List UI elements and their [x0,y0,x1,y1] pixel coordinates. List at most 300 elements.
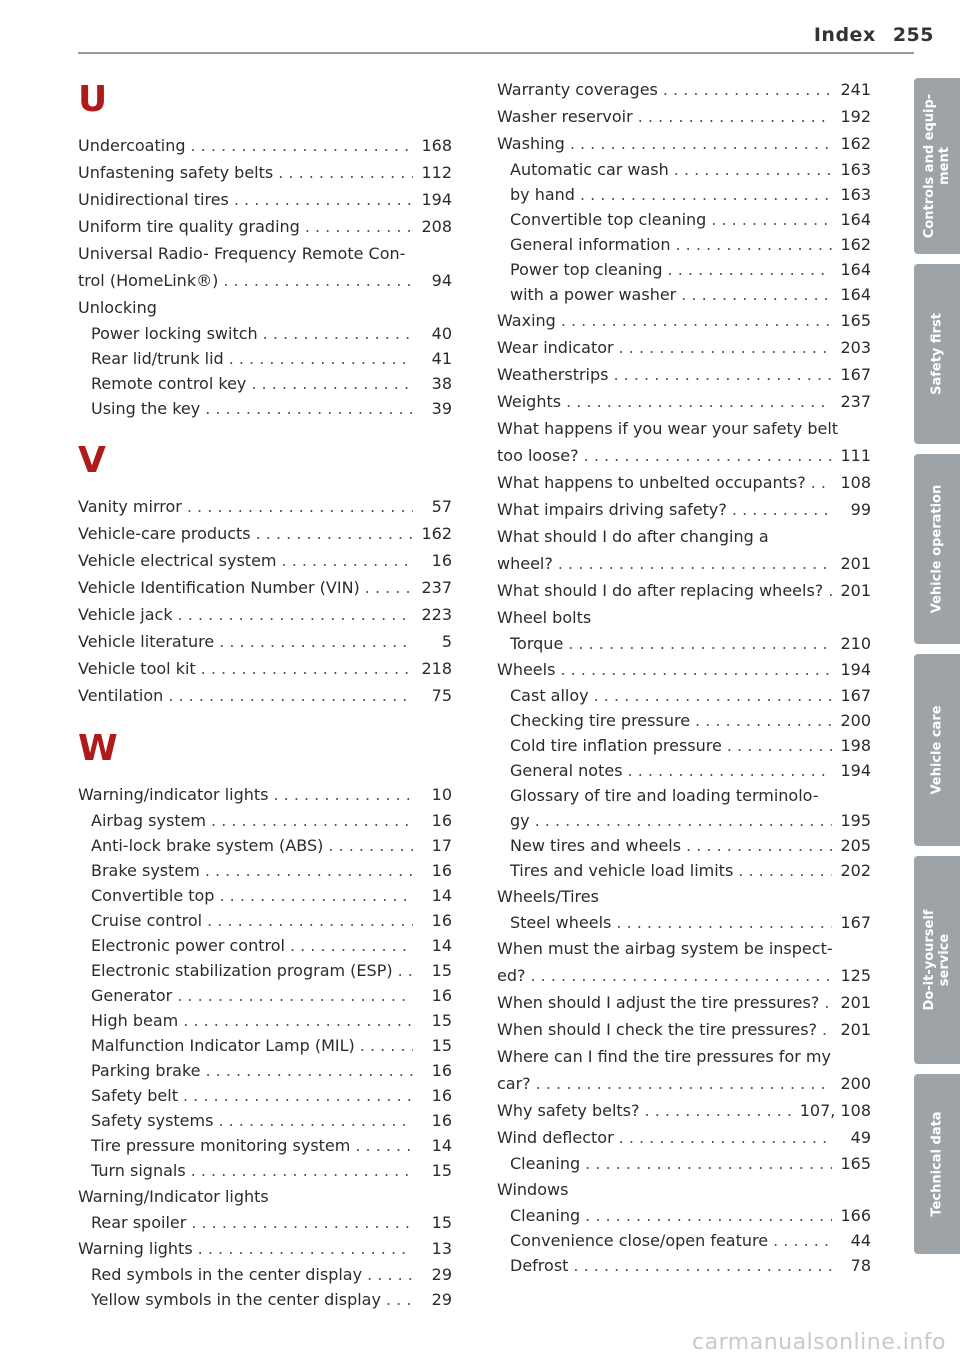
entry-text: Torque [510,634,564,653]
page-ref[interactable]: 168 [421,136,452,155]
index-subentry[interactable] [497,182,871,207]
page-ref[interactable]: 194 [840,660,871,679]
entry-text: Anti-lock brake system (ABS) [91,836,324,855]
page-ref[interactable]: 192 [840,107,871,126]
index-entry[interactable] [497,76,871,103]
entry-text: trol (HomeLink®) [78,271,219,290]
index-subentry[interactable] [497,833,871,858]
dot-leader [355,1133,413,1158]
page-ref[interactable]: 164 [840,285,871,304]
page-ref[interactable]: 237 [840,392,871,411]
page-ref[interactable]: 163 [840,185,871,204]
dot-leader [585,1203,832,1228]
index-subentry[interactable] [78,933,452,958]
page-ref[interactable]: 78 [850,1256,871,1275]
entry-text: Power locking switch [91,324,258,343]
page-ref[interactable]: 162 [421,524,452,543]
page-ref[interactable]: 16 [431,551,452,570]
tab-vehicle-operation[interactable]: Vehicle operation [914,454,960,644]
dot-leader [560,656,832,683]
entry-text: Electronic stabilization program (ESP) [91,961,393,980]
dot-leader [218,1108,413,1133]
page-ref[interactable]: 125 [840,966,871,985]
entry-text: Wheels [497,660,556,679]
dot-leader [616,910,832,935]
watermark: carmanualsonline.info [692,1330,946,1355]
page-ref[interactable]: 167 [840,913,871,932]
entry-text: Checking tire pressure [510,711,691,730]
entry-text: Unidirectional tires [78,190,229,209]
index-subentry[interactable] [78,908,452,933]
entry-text: Rear spoiler [91,1213,187,1232]
entry-text: Vehicle electrical system [78,551,277,570]
index-entry[interactable] [497,388,871,415]
entry-text: Vehicle jack [78,605,173,624]
index-entry[interactable] [78,213,452,240]
entry-text: Warning/Indicator lights [78,1187,269,1206]
page-ref[interactable]: 15 [431,1011,452,1030]
dot-leader [675,232,832,257]
entry-text: Convenience close/open feature [510,1231,769,1250]
page-ref[interactable]: 162 [840,235,871,254]
index-subentry[interactable] [497,282,871,307]
dot-leader [360,1033,413,1058]
index-entry[interactable] [497,989,871,1016]
dot-leader [234,186,413,213]
index-subentry[interactable] [497,257,871,282]
dot-leader [573,1253,832,1278]
page-ref[interactable]: 29 [431,1290,452,1309]
index-subentry[interactable] [78,983,452,1008]
page-ref[interactable]: 166 [840,1206,871,1225]
page-ref[interactable]: 164 [840,210,871,229]
index-subentry[interactable] [497,733,871,758]
page-ref[interactable]: 223 [421,605,452,624]
dot-leader [205,858,413,883]
dot-leader [278,159,413,186]
index-subentry[interactable] [78,396,452,421]
entry-text: Uniform tire quality grading [78,217,300,236]
index-entry[interactable] [497,550,871,577]
page-ref[interactable]: 94 [431,271,452,290]
page-ref[interactable]: 15 [431,1213,452,1232]
dot-leader [386,1287,413,1312]
index-subentry[interactable] [497,683,871,708]
entry-text: Turn signals [91,1161,186,1180]
tab-controls-and-equipment[interactable]: Controls and equip- ment [914,78,960,254]
index-subentry[interactable] [78,1287,452,1312]
page-ref[interactable]: 49 [850,1128,871,1147]
dot-leader [558,550,832,577]
dot-leader [638,103,832,130]
dot-leader [828,577,832,604]
index-entry[interactable] [78,186,452,213]
page-ref[interactable]: 195 [840,811,871,830]
index-entry[interactable] [497,334,871,361]
index-entry[interactable] [78,628,452,655]
dot-leader [282,547,413,574]
index-subentry[interactable] [78,858,452,883]
page-ref[interactable]: 75 [431,686,452,705]
index-entry[interactable] [497,469,871,496]
page-ref[interactable]: 112 [421,163,452,182]
tab-safety-first[interactable]: Safety first [914,264,960,444]
index-entry[interactable] [78,493,452,520]
entry-text: Electronic power control [91,936,285,955]
dot-leader [191,1158,413,1183]
page-ref[interactable]: 201 [840,1020,871,1039]
index-subentry[interactable] [497,858,871,883]
index-entry [497,935,871,962]
page-ref[interactable]: 13 [431,1239,452,1258]
index-subentry[interactable] [78,833,452,858]
entry-text: Yellow symbols in the center display [91,1290,381,1309]
entry-text: Washer reservoir [497,107,633,126]
dot-leader [205,1058,413,1083]
dot-leader [536,1070,832,1097]
entry-text: Why safety belts? [497,1101,640,1120]
index-entry[interactable] [78,132,452,159]
dot-leader [290,933,413,958]
index-subentry[interactable] [78,371,452,396]
index-subentry[interactable] [78,958,452,983]
index-subentry[interactable] [78,883,452,908]
entry-text: Unfastening safety belts [78,163,274,182]
index-entry[interactable] [78,159,452,186]
entry-text: General notes [510,761,623,780]
index-subentry[interactable] [497,708,871,733]
index-subentry[interactable] [78,1158,452,1183]
index-entry[interactable] [497,496,871,523]
index-subentry[interactable] [497,207,871,232]
dot-leader [219,883,413,908]
page-ref[interactable]: 237 [421,578,452,597]
page-ref[interactable]: 208 [421,217,452,236]
index-entry[interactable] [78,1235,452,1262]
entry-text: with a power washer [510,285,677,304]
index-entry[interactable] [78,574,452,601]
page-ref[interactable]: 38 [431,374,452,393]
dot-leader [570,130,832,157]
index-subentry[interactable] [497,1203,871,1228]
index-entry [497,523,871,550]
dot-leader [732,496,832,523]
entry-text: What happens if you wear your safety belt [497,419,839,438]
page-ref[interactable]: 111 [840,446,871,465]
dot-leader [619,1124,832,1151]
entry-text: Safety belt [91,1086,178,1105]
entry-text: Warranty coverages [497,80,658,99]
index-subentry[interactable] [78,1108,452,1133]
entry-text: Vanity mirror [78,497,182,516]
page-ref[interactable]: 40 [431,324,452,343]
page-ref[interactable]: 198 [840,736,871,755]
dot-leader [273,781,413,808]
index-subentry[interactable] [497,631,871,656]
index-subentry[interactable] [78,1133,452,1158]
entry-text: Tires and vehicle load limits [510,861,734,880]
page-ref[interactable]: 5 [441,632,452,651]
entry-text: Cleaning [510,1154,581,1173]
tab-technical-data[interactable]: Technical data [914,1074,960,1254]
page-ref[interactable]: 16 [431,911,452,930]
dot-leader [681,282,832,307]
dot-leader [305,213,413,240]
index-subentry[interactable] [78,1210,452,1235]
entry-text: Cold tire inflation pressure [510,736,722,755]
index-entry[interactable] [497,1070,871,1097]
index-subentry[interactable] [497,808,871,833]
index-entry[interactable] [497,577,871,604]
index-entry [497,883,871,910]
index-subentry[interactable] [78,346,452,371]
page-ref[interactable]: 163 [840,160,871,179]
index-entry[interactable] [497,361,871,388]
dot-leader [251,371,413,396]
index-subentry[interactable] [78,808,452,833]
entry-text: Using the key [91,399,201,418]
entry-text: Malfunction Indicator Lamp (MIL) [91,1036,355,1055]
entry-text: Washing [497,134,565,153]
index-entry[interactable] [78,267,452,294]
page-ref[interactable]: 108 [840,473,871,492]
index-letter-heading: W [78,728,118,769]
index-entry[interactable] [497,962,871,989]
entry-text: Where can I find the tire pressures for my [497,1047,831,1066]
page-ref[interactable]: 15 [431,1036,452,1055]
dot-leader [695,708,832,733]
dot-leader [566,388,832,415]
page-ref[interactable]: 200 [840,1074,871,1093]
dot-leader [531,962,833,989]
entry-text: Convertible top cleaning [510,210,707,229]
index-entry[interactable] [497,307,871,334]
page-ref[interactable]: 16 [431,986,452,1005]
dot-leader [183,1083,413,1108]
index-entry [78,240,452,267]
index-entry[interactable] [78,682,452,709]
page-ref[interactable]: 162 [840,134,871,153]
index-subentry[interactable] [497,1151,871,1176]
page-ref[interactable]: 200 [840,711,871,730]
index-entry[interactable] [497,103,871,130]
entry-text: Warning/indicator lights [78,785,269,804]
page-ref[interactable]: 201 [840,581,871,600]
dot-leader [328,833,413,858]
entry-text: Warning lights [78,1239,193,1258]
page-ref[interactable]: 107, 108 [799,1101,871,1120]
entry-text: When must the airbag system be inspect- [497,939,833,958]
index-subentry[interactable] [497,758,871,783]
index-column-left [78,76,452,1312]
dot-leader [201,655,413,682]
index-entry[interactable] [497,1124,871,1151]
entry-text: Tire pressure monitoring system [91,1136,351,1155]
page-ref[interactable]: 241 [840,80,871,99]
dot-leader [824,989,832,1016]
dot-leader [183,1008,413,1033]
page-ref[interactable]: 16 [431,861,452,880]
page-ref[interactable]: 194 [421,190,452,209]
tab-do-it-yourself-service[interactable]: Do-it-yourself service [914,856,960,1064]
entry-text: Cruise control [91,911,203,930]
index-entry[interactable] [497,130,871,157]
dot-leader [811,469,832,496]
dot-leader [561,307,832,334]
entry-text: Vehicle literature [78,632,215,651]
index-subentry[interactable] [78,1083,452,1108]
dot-leader [535,808,832,833]
entry-text: Wear indicator [497,338,614,357]
dot-leader [365,574,413,601]
entry-text: When should I check the tire pressures? [497,1020,818,1039]
index-subentry[interactable] [78,1033,452,1058]
entry-text: Parking brake [91,1061,201,1080]
entry-text: Glossary of tire and loading terminolo- [510,786,819,805]
page-ref[interactable]: 44 [850,1231,871,1250]
entry-text: What should I do after changing a [497,527,769,546]
entry-text: Cleaning [510,1206,581,1225]
dot-leader [190,132,413,159]
index-subentry[interactable] [78,1262,452,1287]
section-title: Index [813,24,876,46]
index-entry[interactable] [78,655,452,682]
page-ref[interactable]: 194 [840,761,871,780]
index-entry[interactable] [497,656,871,683]
entry-text: Safety systems [91,1111,214,1130]
dot-leader [727,733,832,758]
page-ref[interactable]: 167 [840,686,871,705]
dot-leader [822,1016,832,1043]
page-ref[interactable]: 201 [840,554,871,573]
tab-vehicle-care[interactable]: Vehicle care [914,654,960,846]
page-ref[interactable]: 15 [431,961,452,980]
entry-text: Steel wheels [510,913,612,932]
dot-leader [198,1235,413,1262]
page-ref[interactable]: 99 [850,500,871,519]
entry-text: High beam [91,1011,179,1030]
index-letter-heading: U [78,79,108,120]
page-ref[interactable]: 17 [431,836,452,855]
entry-text: Vehicle-care products [78,524,251,543]
entry-text: Wind deflector [497,1128,614,1147]
page-ref[interactable]: 15 [431,1161,452,1180]
dot-leader [711,207,832,232]
entry-text: Weights [497,392,562,411]
dot-leader [187,493,413,520]
entry-text: When should I adjust the tire pressures? [497,993,820,1012]
entry-text: Windows [497,1180,569,1199]
dot-leader [168,682,413,709]
index-subentry[interactable] [78,1058,452,1083]
dot-leader [178,601,413,628]
index-entry [78,294,452,321]
dot-leader [219,628,413,655]
entry-text: Airbag system [91,811,207,830]
page-ref[interactable]: 14 [431,886,452,905]
index-entry[interactable] [78,601,452,628]
index-subentry[interactable] [497,1228,871,1253]
page-ref[interactable]: 201 [840,993,871,1012]
entry-text: Brake system [91,861,200,880]
entry-text: Wheel bolts [497,608,592,627]
page-ref[interactable]: 165 [840,311,871,330]
dot-leader [674,157,832,182]
page-ref[interactable]: 210 [840,634,871,653]
entry-text: Weatherstrips [497,365,609,384]
entry-text: New tires and wheels [510,836,682,855]
page-ref[interactable]: 10 [431,785,452,804]
entry-text: Red symbols in the center display [91,1265,363,1284]
index-subentry [497,783,871,808]
entry-text: Rear lid/trunk lid [91,349,224,368]
entry-text: Undercoating [78,136,186,155]
page-ref[interactable]: 165 [840,1154,871,1173]
index-subentry[interactable] [497,910,871,935]
entry-text: General information [510,235,671,254]
dot-leader [619,334,832,361]
dot-leader [663,76,832,103]
dot-leader [205,396,413,421]
index-subentry[interactable] [497,1253,871,1278]
dot-leader [585,1151,832,1176]
dot-leader [568,631,832,656]
index-subentry[interactable] [78,321,452,346]
dot-leader [263,321,413,346]
page-ref[interactable]: 29 [431,1265,452,1284]
dot-leader [229,346,413,371]
page-ref[interactable]: 39 [431,399,452,418]
page-ref[interactable]: 167 [840,365,871,384]
index-entry[interactable] [78,520,452,547]
dot-leader [223,267,413,294]
page-ref[interactable]: 16 [431,811,452,830]
dot-leader [686,833,832,858]
page-ref[interactable]: 205 [840,836,871,855]
entry-text: by hand [510,185,575,204]
dot-leader [584,442,832,469]
index-entry [497,1043,871,1070]
index-subentry[interactable] [78,1008,452,1033]
page-ref[interactable]: 16 [431,1111,452,1130]
index-entry[interactable] [497,1016,871,1043]
page-ref[interactable]: 218 [421,659,452,678]
page-ref[interactable]: 202 [840,861,871,880]
page-ref[interactable]: 57 [431,497,452,516]
dot-leader [614,361,833,388]
page-ref[interactable]: 164 [840,260,871,279]
entry-text: Vehicle Identification Number (VIN) [78,578,360,597]
index-entry [497,1176,871,1203]
index-entry[interactable] [497,442,871,469]
page-ref[interactable]: 16 [431,1086,452,1105]
page-ref[interactable]: 41 [431,349,452,368]
entry-text: Convertible top [91,886,215,905]
dot-leader [367,1262,413,1287]
chapter-tabs [914,78,960,1264]
page-ref[interactable]: 14 [431,1136,452,1155]
page-ref[interactable]: 16 [431,1061,452,1080]
entry-text: car? [497,1074,531,1093]
page-ref[interactable]: 203 [840,338,871,357]
index-entry[interactable] [497,1097,871,1124]
entry-text: Vehicle tool kit [78,659,196,678]
page-ref[interactable]: 14 [431,936,452,955]
index-subentry[interactable] [497,157,871,182]
index-entry[interactable] [78,547,452,574]
index-entry[interactable] [78,781,452,808]
index-subentry[interactable] [497,232,871,257]
